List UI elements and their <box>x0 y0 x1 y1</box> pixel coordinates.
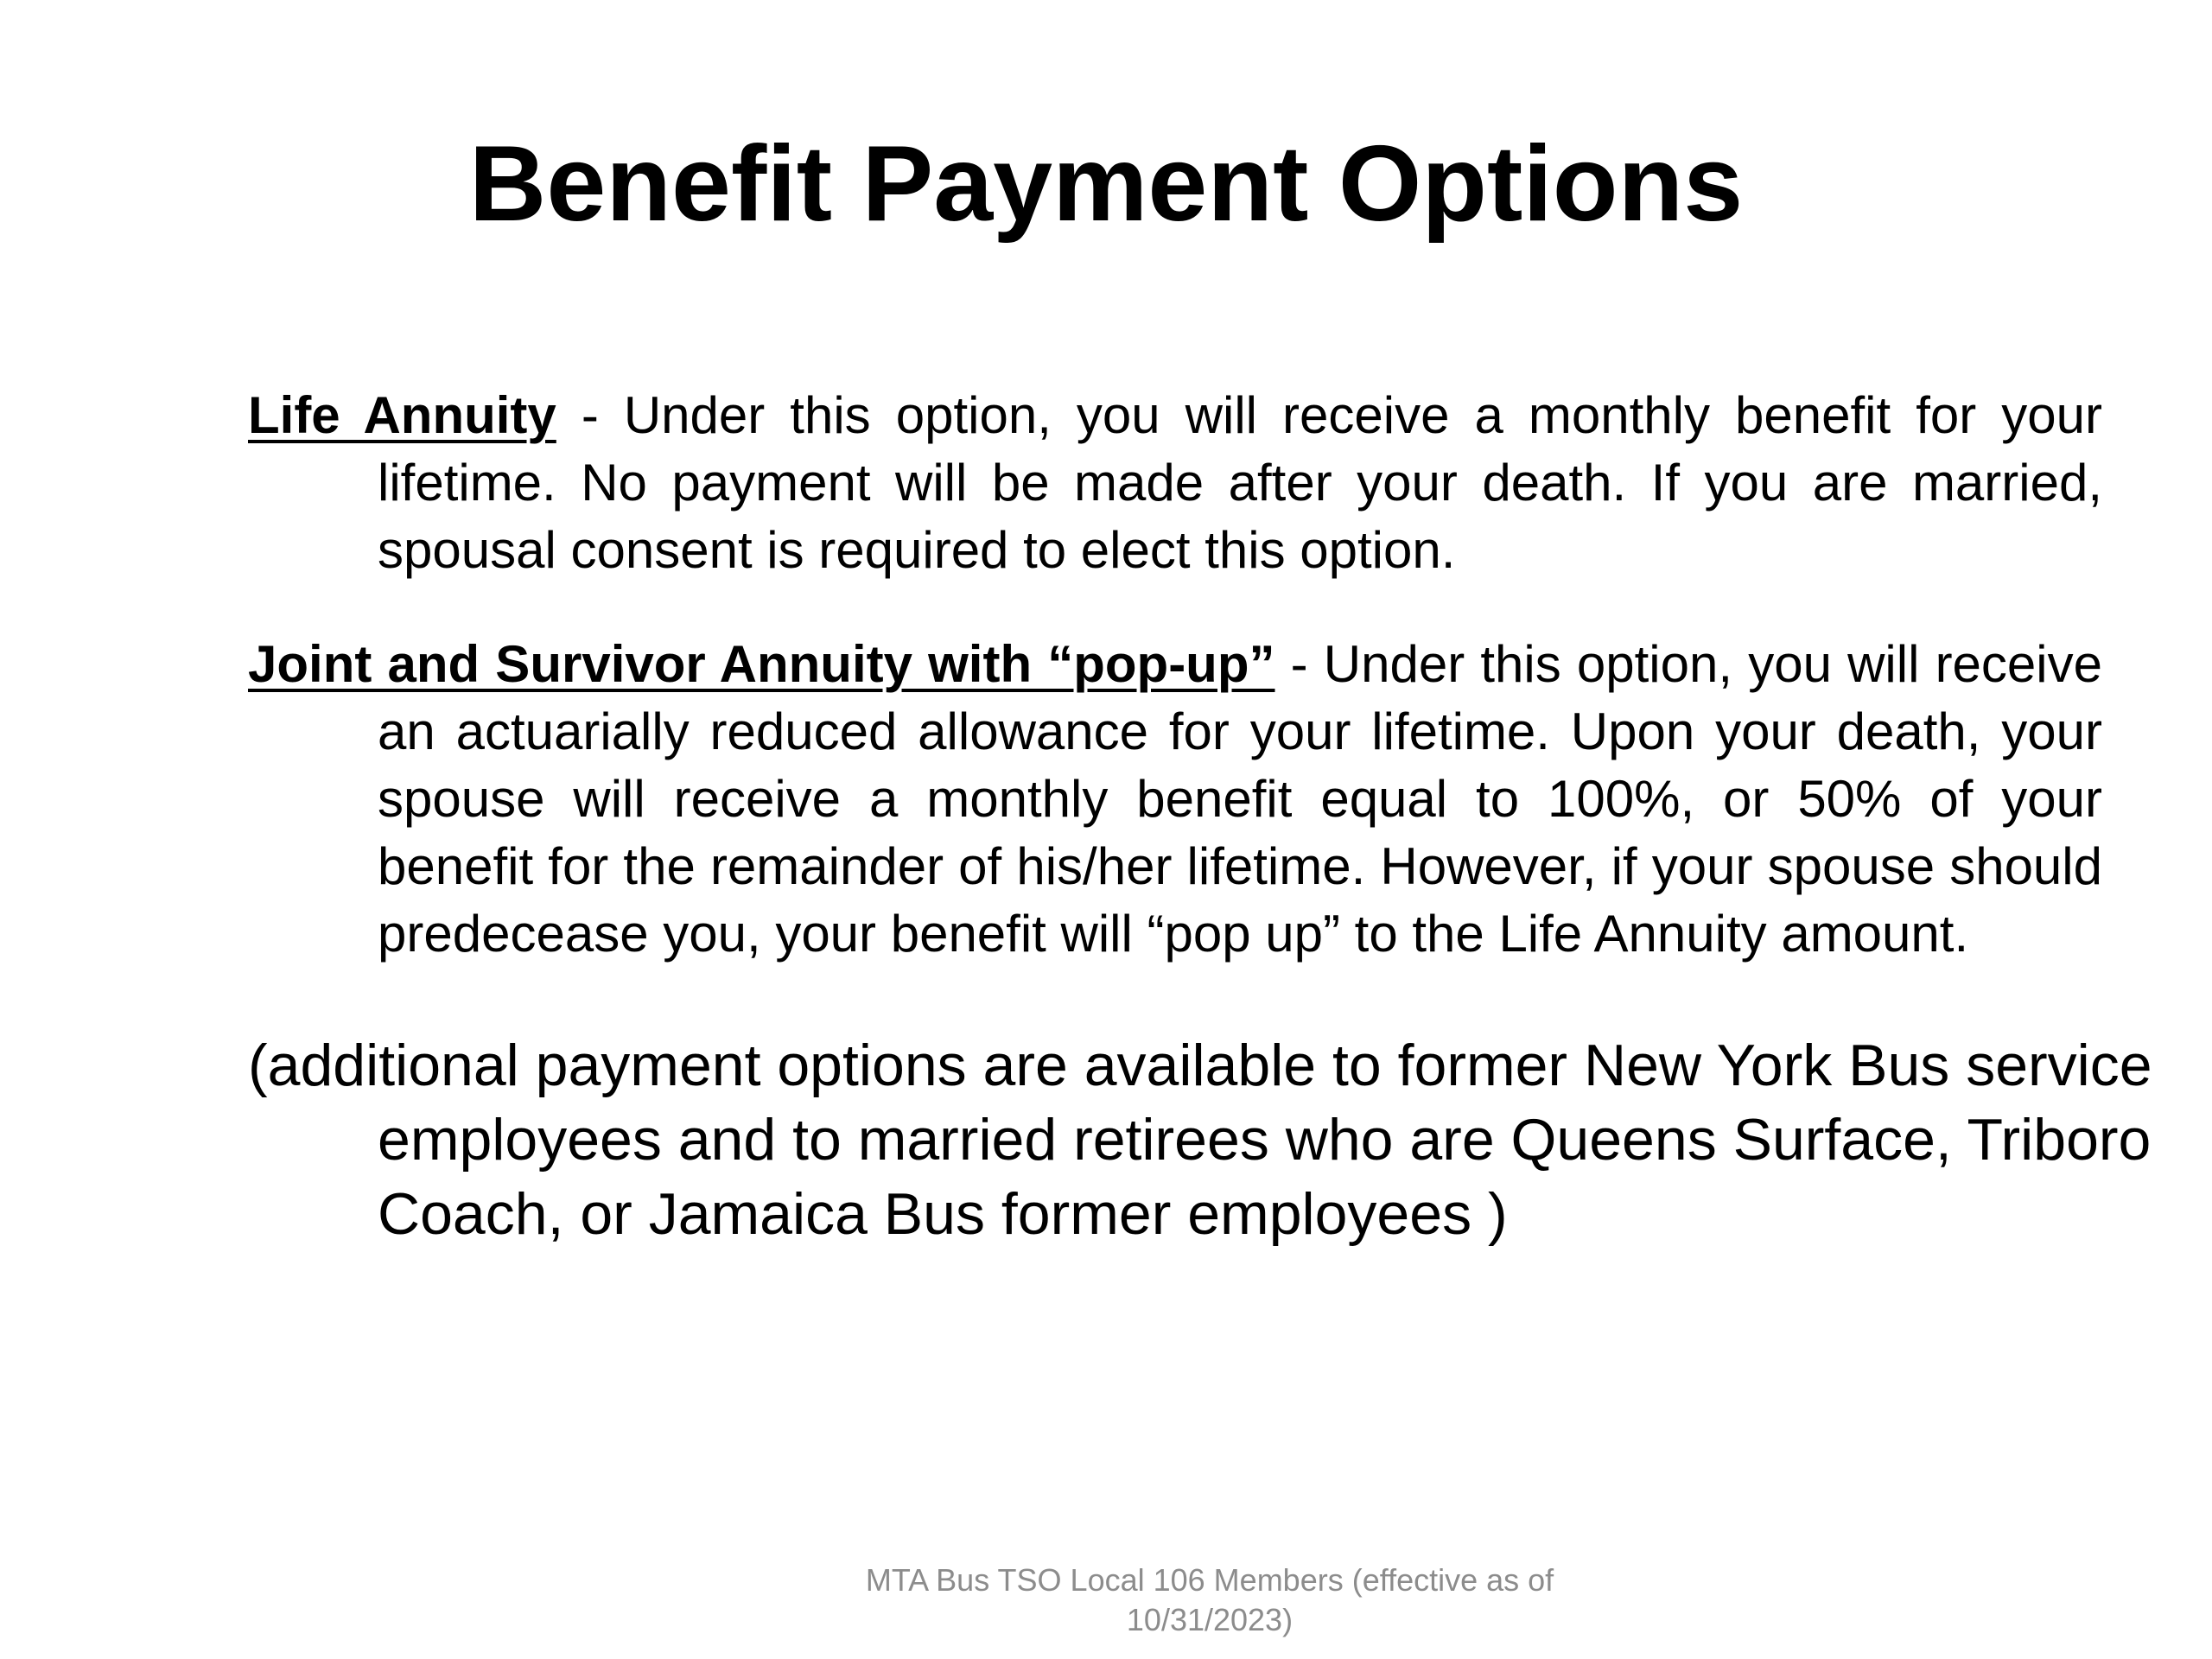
option-term-life-annuity: Life Annuity <box>248 386 556 444</box>
option-life-annuity <box>248 382 2102 584</box>
option-term-joint-survivor: Joint and Survivor Annuity with “pop-up” <box>248 635 1275 693</box>
option-description-joint-survivor: - Under this option, you will receive an actuarially reduced allowance for your lifetime. Upon your death, your spouse will receive a monthly benefit equal to 100%, or 50% of your benefit for the remainder of his/her lifetime. However, if your spouse should predecease you, your benefit will “pop up” to the Life Annuity amount. <box>378 635 2102 963</box>
slide-content <box>248 382 2152 1251</box>
option-joint-survivor <box>248 631 2102 968</box>
slide-footer: MTA Bus TSO Local 106 Members (effective as of 10/31/2023) <box>865 1562 1554 1637</box>
option-description-life-annuity: - Under this option, you will receive a monthly benefit for your lifetime. No payment will be made after your death. If you are married, spousal consent is required to elect this option. <box>378 386 2102 579</box>
slide-title: Benefit Payment Options <box>468 124 1744 244</box>
additional-options-note: (additional payment options are available to former New York Bus service employees and to married retirees who are Queens Surface, Triboro Coach, or Jamaica Bus former employees ) <box>248 1033 2152 1247</box>
